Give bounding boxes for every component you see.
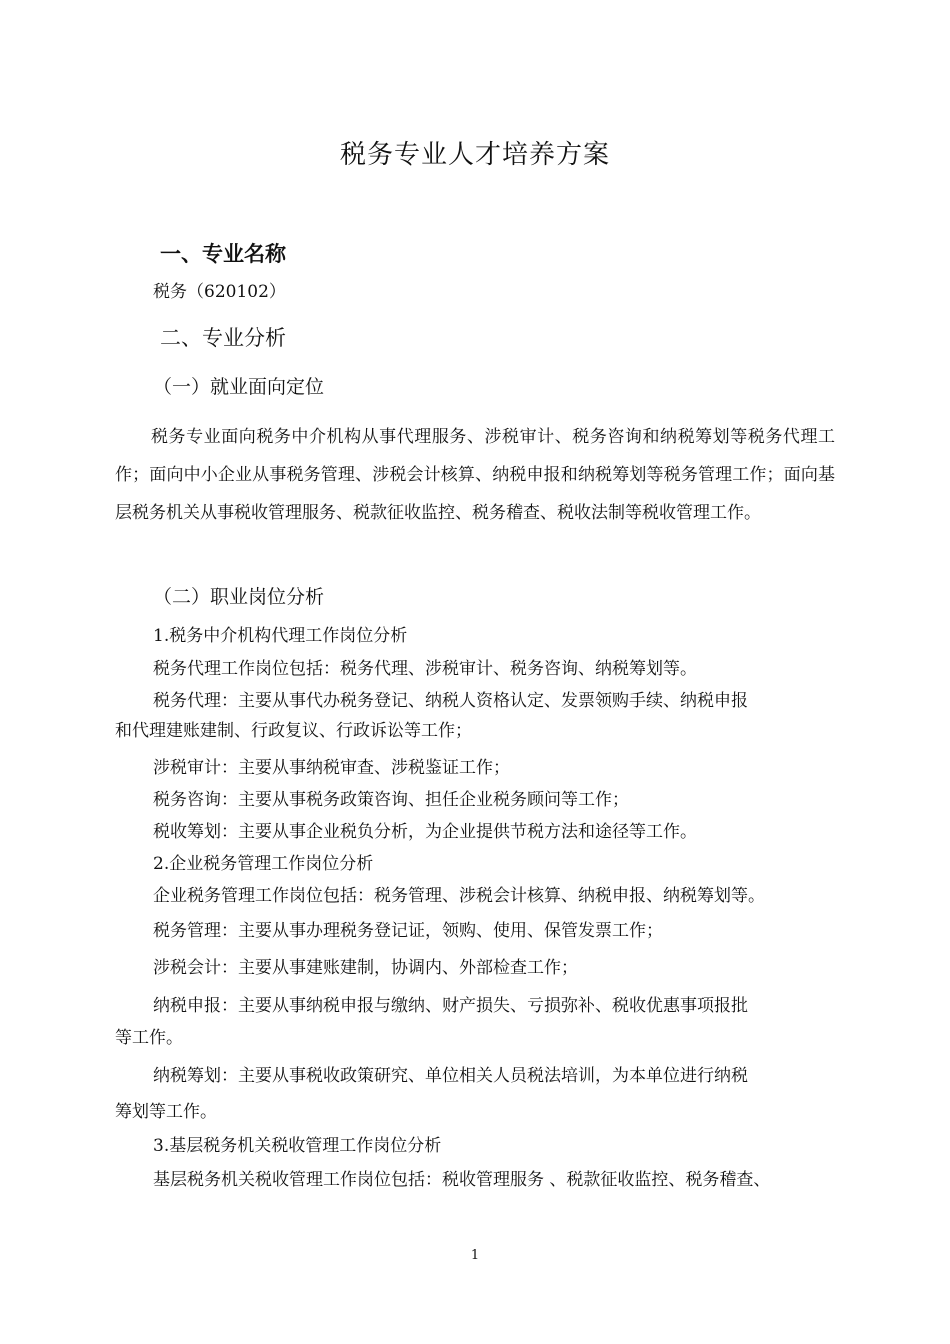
page-number: 1	[470, 1248, 480, 1263]
position-item-line: 和代理建账建制、行政复议、行政诉讼等工作；	[115, 721, 472, 741]
position-item-line: 税务代理：主要从事代办税务登记、纳税人资格认定、发票领购手续、纳税申报	[153, 691, 748, 711]
major-name-value: 税务（620102）	[153, 282, 286, 302]
position-item-line: 涉税会计：主要从事建账建制，协调内、外部检查工作；	[153, 958, 578, 978]
position-item-line: 涉税审计：主要从事纳税审查、涉税鉴证工作；	[153, 758, 510, 778]
position-item-line: 税务管理：主要从事办理税务登记证，领购、使用、保管发票工作；	[153, 921, 663, 941]
section-heading-major-analysis: 二、专业分析	[160, 326, 286, 350]
position-item-heading: 2.企业税务管理工作岗位分析	[153, 854, 374, 874]
position-item-line: 税务咨询：主要从事税务政策咨询、担任企业税务顾问等工作；	[153, 790, 629, 810]
position-item-line: 基层税务机关税收管理工作岗位包括：税收管理服务 、税款征收监控、税务稽查、	[153, 1170, 771, 1190]
position-item-line: 纳税申报：主要从事纳税申报与缴纳、财产损失、亏损弥补、税收优惠事项报批	[153, 996, 748, 1016]
document-title: 税务专业人才培养方案	[339, 140, 610, 170]
employment-paragraph: 税务专业面向税务中介机构从事代理服务、涉税审计、税务咨询和纳税筹划等税务代理工作；面向中小企业从事税务管理、涉税会计核算、纳税申报和纳税筹划等税务管理工作；面向基层税务机关从事税收管理服务、税款征收监控、税务稽查、税收法制等税收管理工作。	[115, 427, 835, 523]
position-item-line: 企业税务管理工作岗位包括：税务管理、涉税会计核算、纳税申报、纳税筹划等。	[153, 886, 765, 906]
position-item-heading: 1.税务中介机构代理工作岗位分析	[153, 626, 408, 646]
subsection-heading-positions: （二）职业岗位分析	[153, 586, 325, 608]
position-item-heading: 3.基层税务机关税收管理工作岗位分析	[153, 1136, 442, 1156]
subsection-heading-employment: （一）就业面向定位	[153, 376, 325, 398]
position-item-line: 筹划等工作。	[115, 1102, 217, 1122]
position-item-line: 税务代理工作岗位包括：税务代理、涉税审计、税务咨询、纳税筹划等。	[153, 659, 697, 679]
position-item-line: 等工作。	[115, 1028, 183, 1048]
position-item-line: 税收筹划：主要从事企业税负分析，为企业提供节税方法和途径等工作。	[153, 822, 697, 842]
section-heading-major-name: 一、专业名称	[160, 242, 286, 266]
position-item-line: 纳税筹划：主要从事税收政策研究、单位相关人员税法培训，为本单位进行纳税	[153, 1066, 748, 1086]
